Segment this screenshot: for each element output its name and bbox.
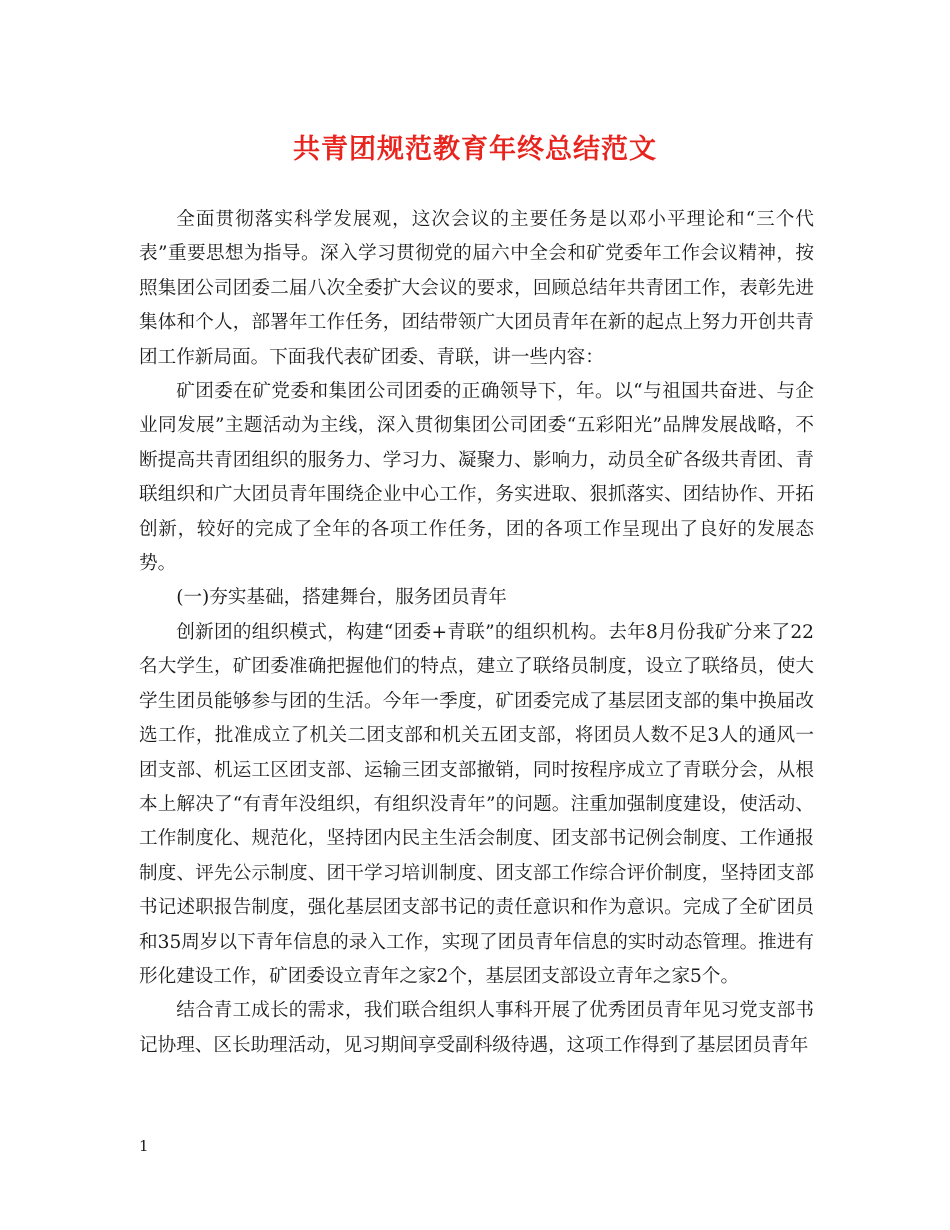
section-heading: (一)夯实基础，搭建舞台，服务团员青年: [176, 587, 507, 609]
paragraph: 全面贯彻落实科学发展观，这次会议的主要任务是以邓小平理论和“三个代表”重要思想为指导。深入学习贯彻党的届六中全会和矿党委年工作会议精神，按照集团公司团委二届八次全委扩大会议的要求，回顾总结年共青团工作，表彰先进集体和个人，部署年工作任务，团结带领广大团员青年在新的起点上努力开创共青团工作新局面。下面我代表矿团委、青联，讲一些内容：: [139, 209, 814, 368]
document-title: 共青团规范教育年终总结范文: [293, 134, 657, 165]
document-body: [139, 203, 814, 1063]
paragraph: 创新团的组织模式，构建“团委+青联”的组织机构。去年8月份我矿分来了22名大学生，矿团委准确把握他们的特点，建立了联络员制度，设立了联络员，使大学生团员能够参与团的生活。今年一季度，矿团委完成了基层团支部的集中换届改选工作，批准成立了机关二团支部和机关五团支部，将团员人数不足3人的通风一团支部、机运工区团支部、运输三团支部撤销，同时按程序成立了青联分会，从根本上解决了“有青年没组织，有组织没青年”的问题。注重加强制度建设，使活动、工作制度化、规范化，坚持团内民主生活会制度、团支部书记例会制度、工作通报制度、评先公示制度、团干学习培训制度、团支部工作综合评价制度，坚持团支部书记述职报告制度，强化基层团支部书记的责任意识和作为意识。完成了全矿团员和35周岁以下青年信息的录入工作，实现了团员青年信息的实时动态管理。推进有形化建设工作，矿团委设立青年之家2个，基层团支部设立青年之家5个。: [139, 621, 814, 987]
paragraph: 矿团委在矿党委和集团公司团委的正确领导下，年。以“与祖国共奋进、与企业同发展”主题活动为主线，深入贯彻集团公司团委“五彩阳光”品牌发展战略，不断提高共青团组织的服务力、学习力、凝聚力、影响力，动员全矿各级共青团、青联组织和广大团员青年围绕企业中心工作，务实进取、狠抓落实、团结协作、开拓创新，较好的完成了全年的各项工作任务，团的各项工作呈现出了良好的发展态势。: [139, 381, 814, 575]
page-number: 1: [139, 1137, 149, 1155]
paragraph: 结合青工成长的需求，我们联合组织人事科开展了优秀团员青年见习党支部书记协理、区长助理活动，见习期间享受副科级待遇，这项工作得到了基层团员青年: [139, 1000, 814, 1056]
